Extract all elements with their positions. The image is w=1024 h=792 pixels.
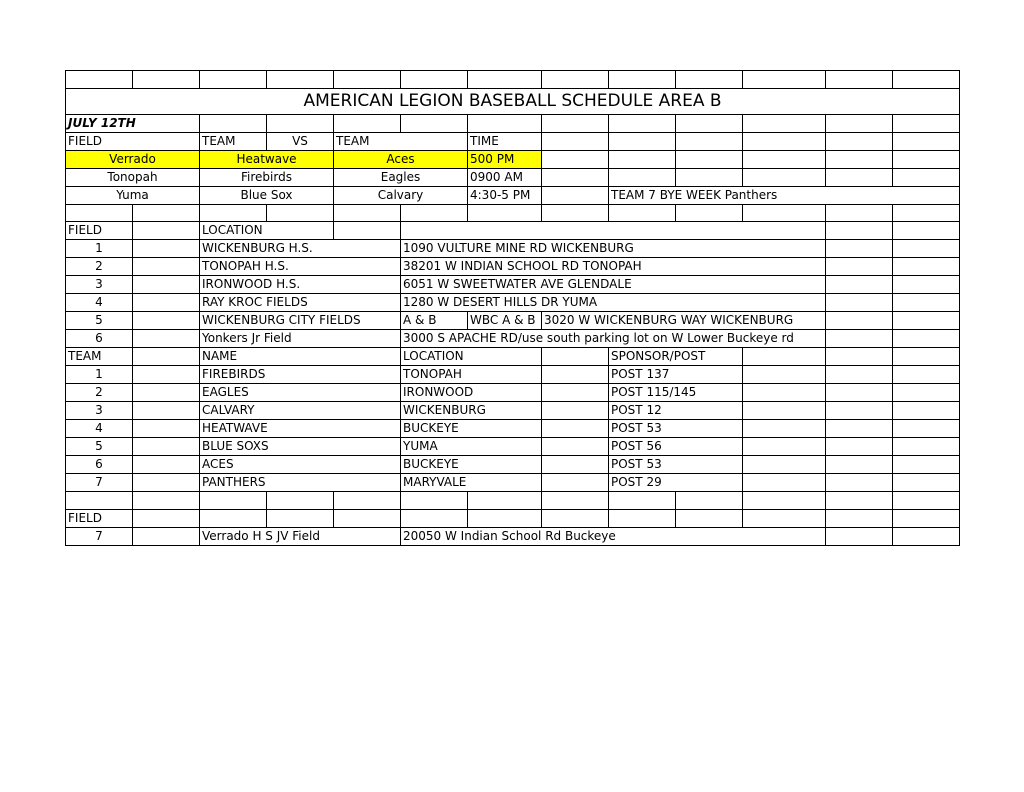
field-address: 38201 W INDIAN SCHOOL RD TONOPAH bbox=[401, 258, 826, 276]
team-row bbox=[66, 474, 960, 492]
game-field: Tonopah bbox=[66, 168, 200, 186]
team-sponsor: POST 53 bbox=[609, 456, 743, 474]
field-address-c: 3020 W WICKENBURG WAY WICKENBURG bbox=[542, 312, 826, 330]
field-name: TONOPAH H.S. bbox=[200, 258, 401, 276]
field-row bbox=[66, 276, 960, 294]
team-name: FIREBIRDS bbox=[200, 366, 401, 384]
blank-row bbox=[66, 71, 960, 89]
fields-header-row bbox=[66, 222, 960, 240]
field-address-b: WBC A & B bbox=[468, 312, 542, 330]
team-sponsor: POST 115/145 bbox=[609, 384, 743, 402]
team-number: 7 bbox=[66, 474, 133, 492]
field-name: WICKENBURG H.S. bbox=[200, 240, 401, 258]
team-row bbox=[66, 384, 960, 402]
field-row bbox=[66, 312, 960, 330]
teams-header-row bbox=[66, 348, 960, 366]
teams-header-location: LOCATION bbox=[401, 348, 542, 366]
team-sponsor: POST 29 bbox=[609, 474, 743, 492]
team-name: EAGLES bbox=[200, 384, 401, 402]
team-number: 5 bbox=[66, 438, 133, 456]
field-name: IRONWOOD H.S. bbox=[200, 276, 401, 294]
field-address-a: A & B bbox=[401, 312, 468, 330]
field-address: 6051 W SWEETWATER AVE GLENDALE bbox=[401, 276, 826, 294]
team-name: PANTHERS bbox=[200, 474, 401, 492]
team-sponsor: POST 53 bbox=[609, 420, 743, 438]
title-row bbox=[66, 88, 960, 114]
field-name: RAY KROC FIELDS bbox=[200, 294, 401, 312]
team-number: 1 bbox=[66, 366, 133, 384]
field-row bbox=[66, 258, 960, 276]
field-number: 4 bbox=[66, 294, 133, 312]
field-number: 2 bbox=[66, 258, 133, 276]
teams-header-name: NAME bbox=[200, 348, 401, 366]
field-name: Yonkers Jr Field bbox=[200, 330, 401, 348]
team-row bbox=[66, 456, 960, 474]
field-address: 3000 S APACHE RD/use south parking lot on W Lower Buckeye rd bbox=[401, 330, 826, 348]
field-row bbox=[66, 294, 960, 312]
game-team2: Aces bbox=[334, 150, 468, 168]
fields-header-location: LOCATION bbox=[200, 222, 334, 240]
field-address: 1090 VULTURE MINE RD WICKENBURG bbox=[401, 240, 826, 258]
schedule-sheet bbox=[65, 70, 960, 546]
team-number: 2 bbox=[66, 384, 133, 402]
header-team2: TEAM bbox=[334, 132, 401, 150]
team-name: BLUE SOXS bbox=[200, 438, 401, 456]
extra-field-address: 20050 W Indian School Rd Buckeye bbox=[401, 528, 826, 546]
header-team1: TEAM bbox=[200, 132, 267, 150]
date-row bbox=[66, 114, 960, 132]
team-location: YUMA bbox=[401, 438, 542, 456]
blank-row bbox=[66, 492, 960, 510]
team-row bbox=[66, 438, 960, 456]
team-sponsor: POST 56 bbox=[609, 438, 743, 456]
team-location: TONOPAH bbox=[401, 366, 542, 384]
team-number: 4 bbox=[66, 420, 133, 438]
game-time: 4:30-5 PM bbox=[468, 186, 542, 204]
game-field: Yuma bbox=[66, 186, 200, 204]
schedule-header-row bbox=[66, 132, 960, 150]
team-sponsor: POST 137 bbox=[609, 366, 743, 384]
team-location: IRONWOOD bbox=[401, 384, 542, 402]
field-number: 6 bbox=[66, 330, 133, 348]
game-row bbox=[66, 168, 960, 186]
game-time: 0900 AM bbox=[468, 168, 542, 186]
field-address: 1280 W DESERT HILLS DR YUMA bbox=[401, 294, 826, 312]
header-time: TIME bbox=[468, 132, 542, 150]
game-time: 500 PM bbox=[468, 150, 542, 168]
team-name: ACES bbox=[200, 456, 401, 474]
game-team2: Calvary bbox=[334, 186, 468, 204]
team-sponsor: POST 12 bbox=[609, 402, 743, 420]
teams-header-sponsor: SPONSOR/POST bbox=[609, 348, 743, 366]
game-field: Verrado bbox=[66, 150, 200, 168]
field-row bbox=[66, 240, 960, 258]
schedule-date: JULY 12TH bbox=[66, 114, 200, 132]
extra-field-number: 7 bbox=[66, 528, 133, 546]
blank-row bbox=[66, 204, 960, 222]
extra-field-row bbox=[66, 528, 960, 546]
field-number: 3 bbox=[66, 276, 133, 294]
team-row bbox=[66, 402, 960, 420]
field-row bbox=[66, 330, 960, 348]
game-team1: Heatwave bbox=[200, 150, 334, 168]
field-number: 1 bbox=[66, 240, 133, 258]
teams-header-team: TEAM bbox=[66, 348, 133, 366]
extra-field-name: Verrado H S JV Field bbox=[200, 528, 401, 546]
header-field: FIELD bbox=[66, 132, 133, 150]
team-location: MARYVALE bbox=[401, 474, 542, 492]
game-row bbox=[66, 186, 960, 204]
field-name: WICKENBURG CITY FIELDS bbox=[200, 312, 401, 330]
extra-field-header-row bbox=[66, 510, 960, 528]
team-location: WICKENBURG bbox=[401, 402, 542, 420]
team-name: CALVARY bbox=[200, 402, 401, 420]
team-number: 6 bbox=[66, 456, 133, 474]
fields-header-field: FIELD bbox=[66, 222, 133, 240]
bye-week-note: TEAM 7 BYE WEEK Panthers bbox=[609, 186, 960, 204]
game-team1: Blue Sox bbox=[200, 186, 334, 204]
page-title: AMERICAN LEGION BASEBALL SCHEDULE AREA B bbox=[66, 88, 960, 114]
team-location: BUCKEYE bbox=[401, 456, 542, 474]
game-team2: Eagles bbox=[334, 168, 468, 186]
team-name: HEATWAVE bbox=[200, 420, 401, 438]
team-row bbox=[66, 420, 960, 438]
game-team1: Firebirds bbox=[200, 168, 334, 186]
extra-field-header: FIELD bbox=[66, 510, 133, 528]
team-number: 3 bbox=[66, 402, 133, 420]
team-row bbox=[66, 366, 960, 384]
header-vs: VS bbox=[267, 132, 334, 150]
game-row bbox=[66, 150, 960, 168]
team-location: BUCKEYE bbox=[401, 420, 542, 438]
field-number: 5 bbox=[66, 312, 133, 330]
